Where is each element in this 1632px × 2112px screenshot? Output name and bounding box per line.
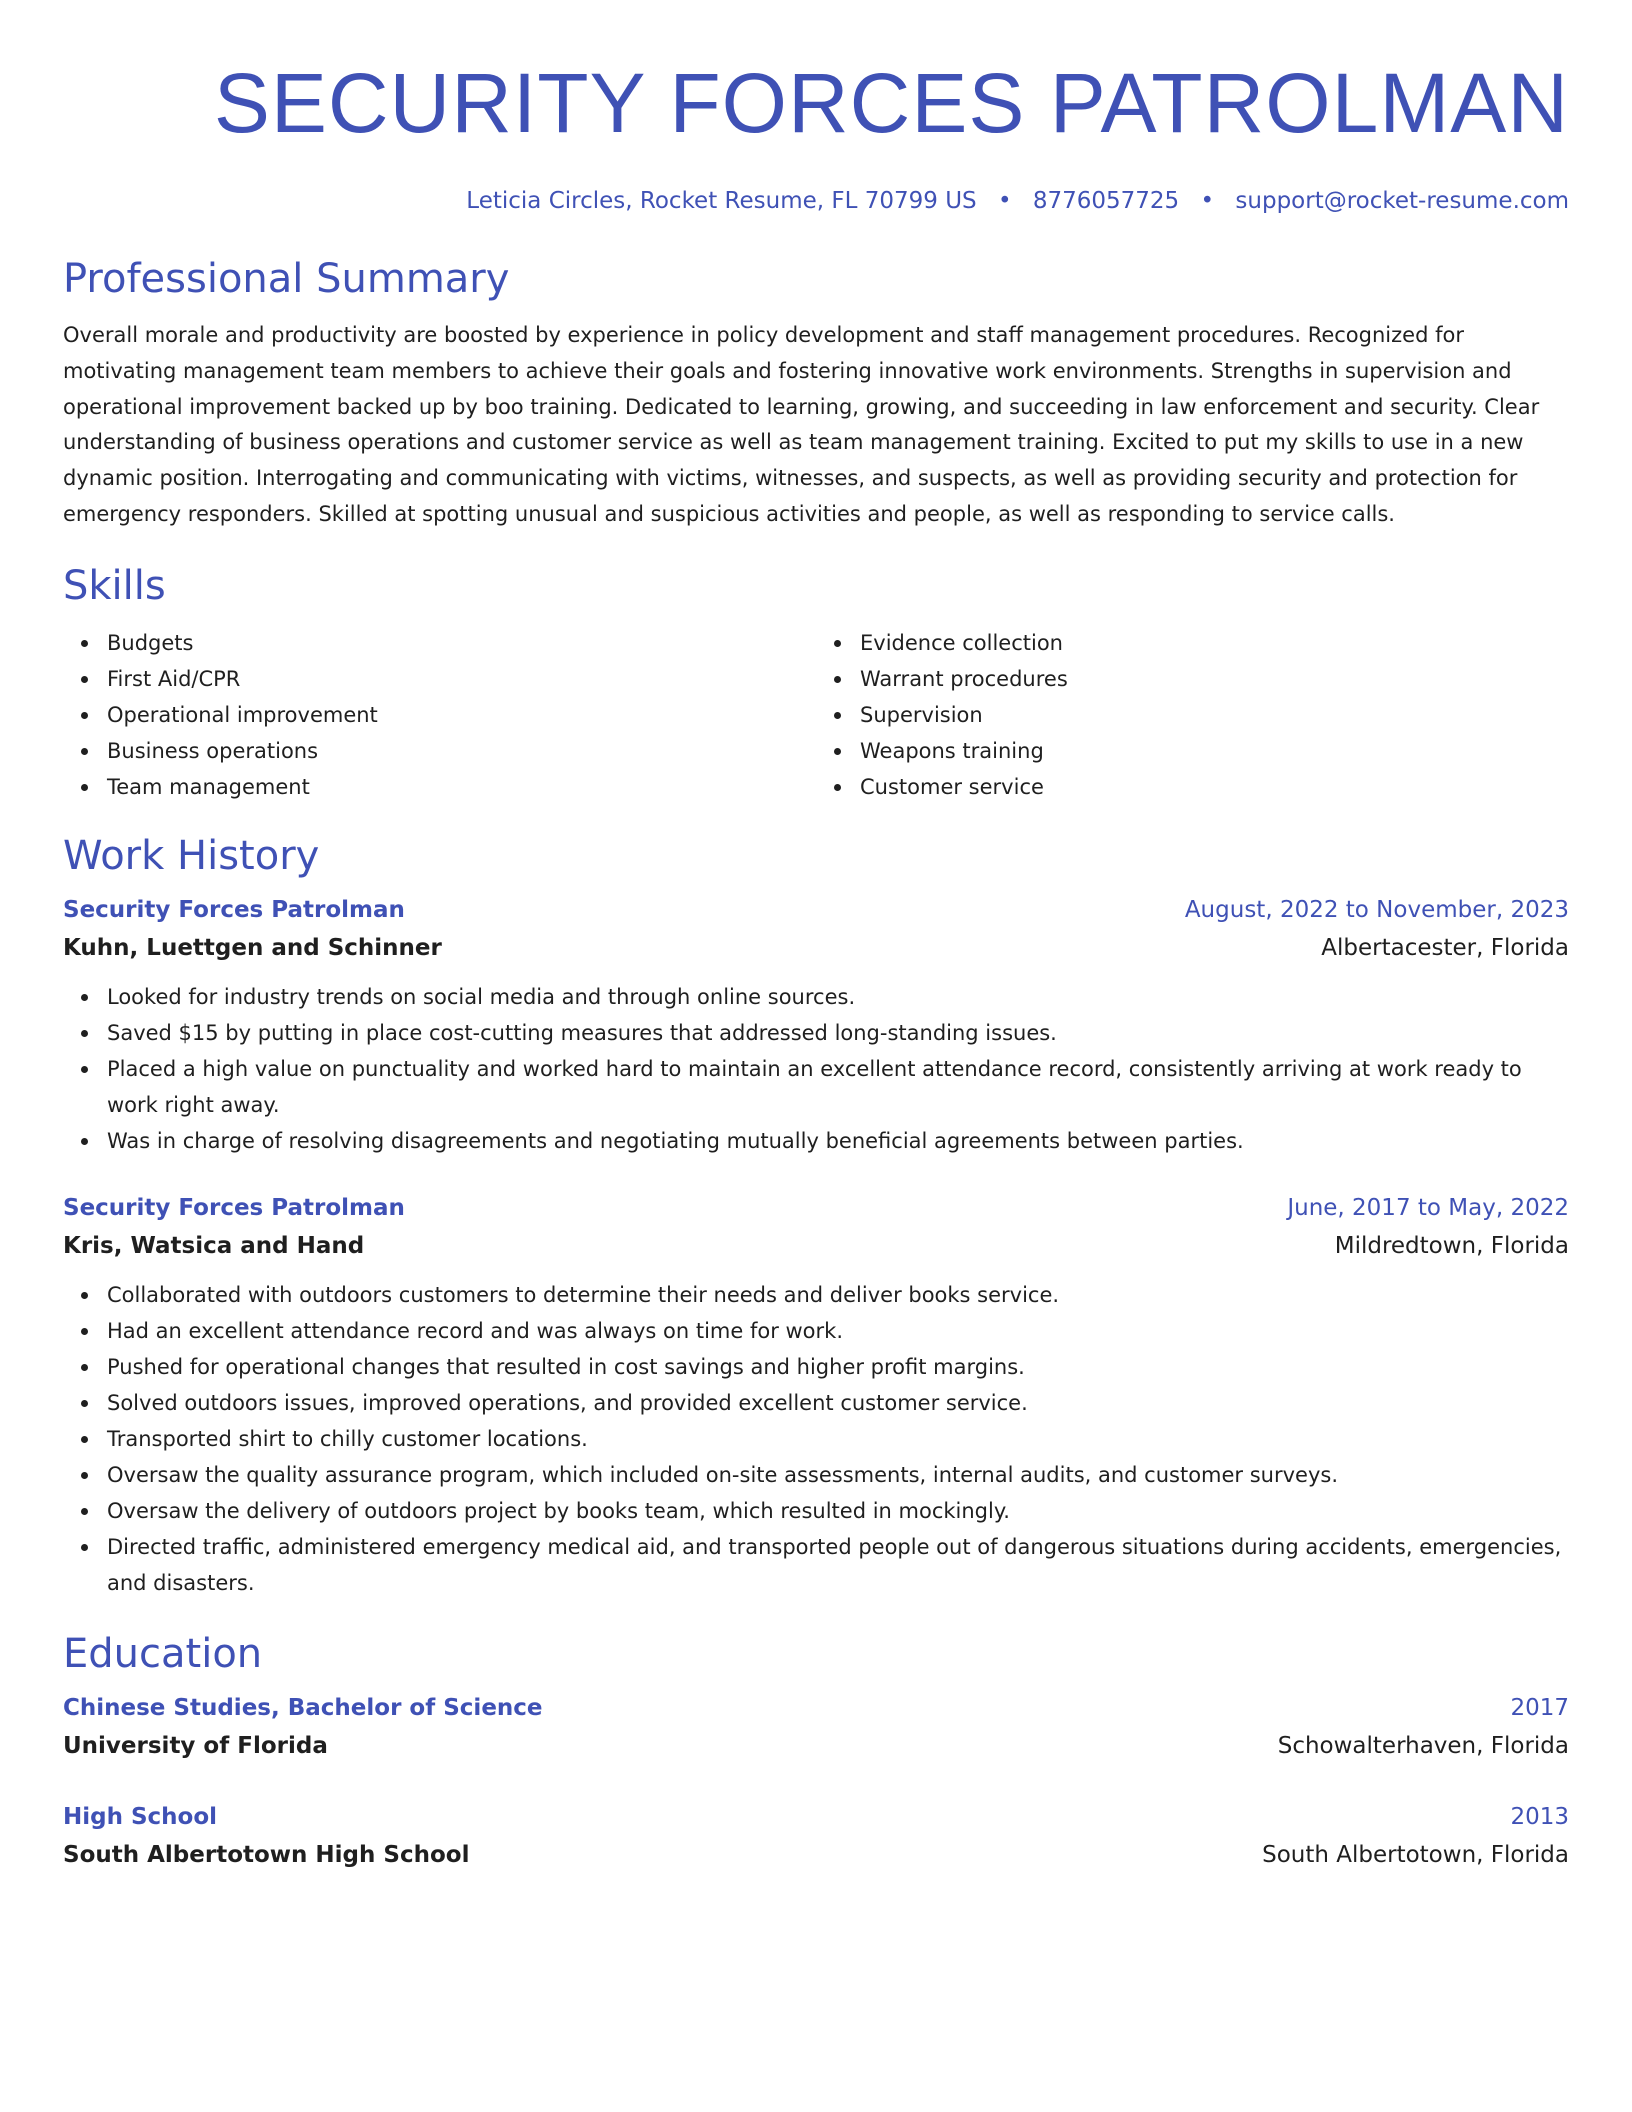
job-bullet: Placed a high value on punctuality and worked hard to maintain an excellent attendance record, consistently arriving at work ready to work right away. — [107, 1051, 1569, 1123]
job-employer-row — [63, 1227, 1569, 1265]
skill-item: Operational improvement — [107, 697, 816, 733]
job-bullets — [63, 1277, 1569, 1601]
candidate-name: SECURITY FORCES PATROLMAN — [213, 56, 1569, 150]
section-title-education: Education — [63, 1630, 263, 1677]
school-name: University of Florida — [63, 1732, 328, 1759]
job-bullet: Directed traffic, administered emergency medical aid, and transported people out of dangerous situations during accidents, emergencies, and disasters. — [107, 1529, 1569, 1601]
skill-item: Warrant procedures — [860, 661, 1569, 697]
contact-address: Leticia Circles, Rocket Resume, FL 70799 US — [466, 188, 977, 214]
contact-phone[interactable]: 8776057725 — [1032, 188, 1180, 214]
job-bullet: Had an excellent attendance record and was always on time for work. — [107, 1313, 1569, 1349]
skill-item: Budgets — [107, 625, 816, 661]
skill-item: Supervision — [860, 697, 1569, 733]
contact-separator: • — [1200, 188, 1215, 214]
job-title: Security Forces Patrolman — [63, 1194, 405, 1221]
skill-item: Evidence collection — [860, 625, 1569, 661]
job-bullet: Collaborated with outdoors customers to determine their needs and deliver books service. — [107, 1277, 1569, 1313]
job-entry — [63, 891, 1569, 1159]
job-bullet: Pushed for operational changes that resulted in cost savings and higher profit margins. — [107, 1349, 1569, 1385]
degree-date: 2013 — [1510, 1803, 1569, 1830]
job-employer-row — [63, 929, 1569, 967]
job-bullet: Oversaw the delivery of outdoors project by books team, which resulted in mockingly. — [107, 1493, 1569, 1529]
contact-email[interactable]: support@rocket-resume.com — [1235, 188, 1569, 214]
job-entry — [63, 1189, 1569, 1601]
job-bullet: Oversaw the quality assurance program, which included on-site assessments, internal audits, and customer surveys. — [107, 1457, 1569, 1493]
skill-item: Weapons training — [860, 733, 1569, 769]
job-header-row — [63, 891, 1569, 929]
job-header-row — [63, 1189, 1569, 1227]
job-bullet: Saved $15 by putting in place cost-cutting measures that addressed long-standing issues. — [107, 1015, 1569, 1051]
summary-text: Overall morale and productivity are boosted by experience in policy development and staff management procedures. Recognized for motivating management team members to achieve their goals and fostering innovative work environments. Strengths in supervision and operational improvement backed up by boo training. Dedicated to learning, growing, and succeeding in law enforcement and security. Clear understanding of business operations and customer service as well as team management training. Excited to put my skills to use in a new dynamic position. Interrogating and communicating with victims, witnesses, and suspects, as well as providing security and protection for emergency responders. Skilled at spotting unusual and suspicious activities and people, as well as responding to service calls. — [63, 323, 1540, 526]
skill-item: Business operations — [107, 733, 816, 769]
job-bullet: Was in charge of resolving disagreements and negotiating mutually beneficial agreements between parties. — [107, 1123, 1569, 1159]
job-title: Security Forces Patrolman — [63, 896, 405, 923]
job-dates: August, 2022 to November, 2023 — [1184, 896, 1569, 923]
job-bullet: Looked for industry trends on social media and through online sources. — [107, 979, 1569, 1015]
job-bullet: Transported shirt to chilly customer locations. — [107, 1421, 1569, 1457]
job-bullets — [63, 979, 1569, 1159]
education-entry — [63, 1689, 1569, 1765]
education-section — [63, 1629, 1569, 1874]
work-history-section — [63, 831, 1569, 1601]
summary-section — [63, 254, 1569, 533]
skill-item: First Aid/CPR — [107, 661, 816, 697]
school-name: South Albertotown High School — [63, 1841, 470, 1868]
education-entry — [63, 1798, 1569, 1874]
degree-date: 2017 — [1510, 1694, 1569, 1721]
contact-line — [63, 186, 1569, 216]
education-school-row — [63, 1836, 1569, 1874]
skills-column-left — [63, 625, 816, 805]
skills-column-right — [816, 625, 1569, 805]
job-bullet: Solved outdoors issues, improved operations, and provided excellent customer service. — [107, 1385, 1569, 1421]
degree-title: Chinese Studies, Bachelor of Science — [63, 1694, 543, 1721]
skill-item: Customer service — [860, 769, 1569, 805]
job-location: Mildredtown, Florida — [1334, 1232, 1569, 1259]
contact-separator: • — [997, 188, 1012, 214]
job-location: Albertacester, Florida — [1321, 934, 1569, 961]
education-school-row — [63, 1727, 1569, 1765]
education-header-row — [63, 1689, 1569, 1727]
resume-header — [63, 48, 1569, 216]
school-location: South Albertotown, Florida — [1262, 1841, 1569, 1868]
job-employer: Kuhn, Luettgen and Schinner — [63, 934, 442, 961]
section-title-skills: Skills — [63, 562, 166, 609]
education-header-row — [63, 1798, 1569, 1836]
school-location: Schowalterhaven, Florida — [1277, 1732, 1569, 1759]
section-title-work-history: Work History — [63, 832, 320, 879]
job-employer: Kris, Watsica and Hand — [63, 1232, 365, 1259]
section-title-summary: Professional Summary — [63, 256, 510, 302]
job-dates: June, 2017 to May, 2022 — [1287, 1194, 1569, 1221]
skill-item: Team management — [107, 769, 816, 805]
skills-section — [63, 561, 1569, 805]
skills-grid — [63, 625, 1569, 805]
degree-title: High School — [63, 1803, 218, 1830]
